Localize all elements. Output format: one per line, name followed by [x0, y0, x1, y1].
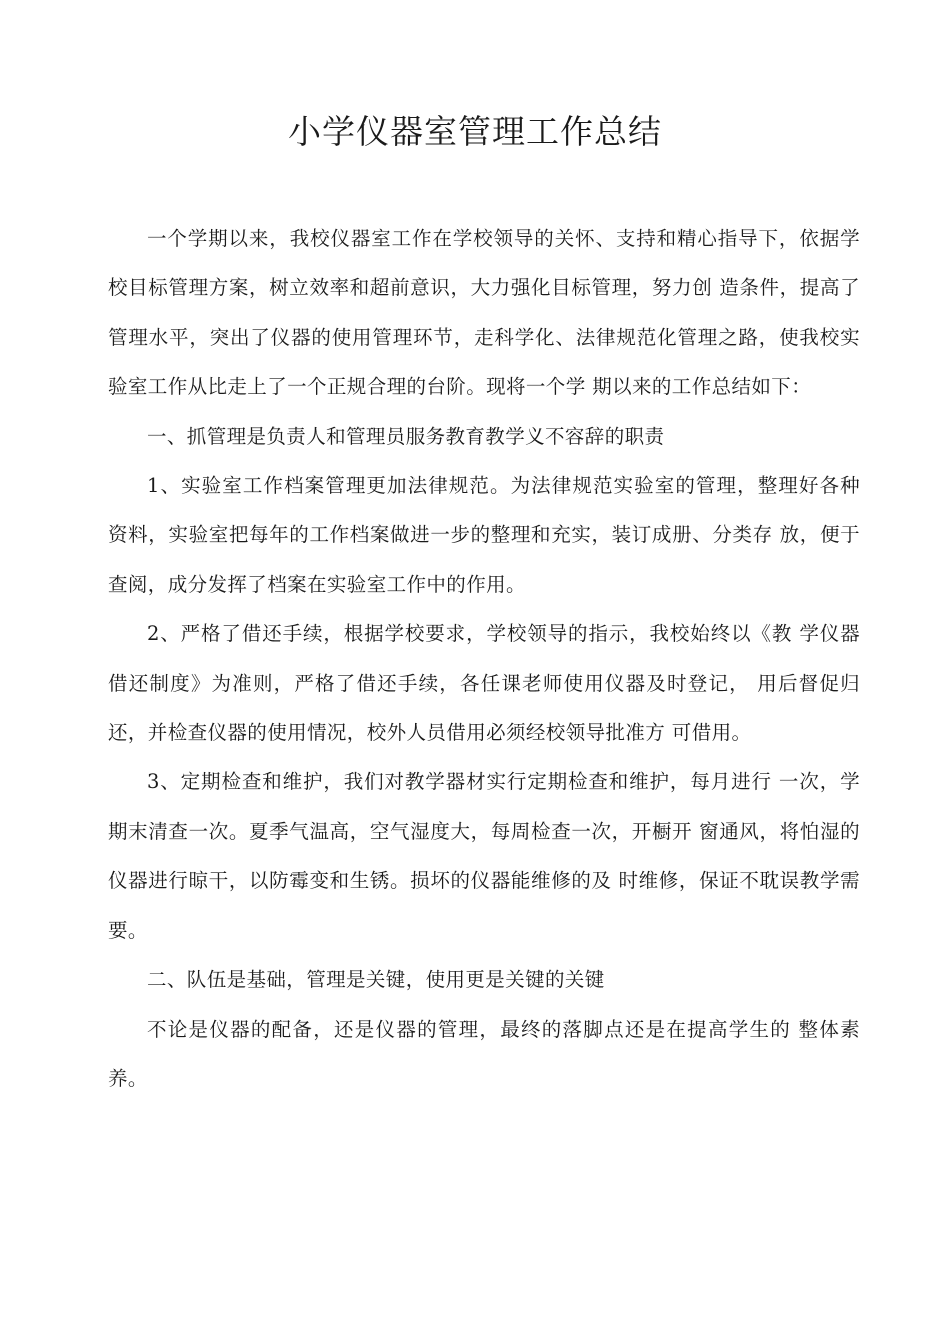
paragraph-item-3: 3、定期检查和维护，我们对教学器材实行定期检查和维护，每月进行 一次，学期末清查一次。夏季气温高，空气湿度大，每周检查一次，开橱开 窗通风，将怕湿的仪器进行晾干，以防霉变和生锈。损坏的仪器能维修的及 时维修，保证不耽误教学需要。 — [108, 770, 860, 942]
document-body — [108, 214, 860, 1103]
section-heading-1: 一、抓管理是负责人和管理员服务教育教学义不容辞的职责 — [147, 424, 665, 448]
paragraph-intro: 一个学期以来，我校仪器室工作在学校领导的关怀、支持和精心指导下，依据学校目标管理方案，树立效率和超前意识，大力强化目标管理，努力创 造条件，提高了管理水平，突出了仪器的使用管理环节，走科学化、法律规范化管理之路，使我校实验室工作从比走上了一个正规合理的台阶。现将一个学 期以来的工作总结如下： — [108, 227, 860, 399]
paragraph-item-2: 2、严格了借还手续，根据学校要求，学校领导的指示，我校始终以《教 学仪器借还制度》为准则，严格了借还手续，各任课老师使用仪器及时登记， 用后督促归还，并检查仪器的使用情况，校外人员借用必须经校领导批准方 可借用。 — [108, 622, 860, 745]
section-heading-2: 二、队伍是基础，管理是关键，使用更是关键的关键 — [147, 968, 605, 992]
paragraph-closing: 不论是仪器的配备，还是仪器的管理，最终的落脚点还是在提高学生的 整体素养。 — [108, 1017, 860, 1090]
paragraph-item-1: 1、实验室工作档案管理更加法律规范。为法律规范实验室的管理，整理好各种 资料，实验室把每年的工作档案做进一步的整理和充实，装订成册、分类存 放，便于查阅，成分发挥了档案在实验室工作中的作用。 — [108, 474, 860, 596]
document-title: 小学仪器室管理工作总结 — [288, 112, 662, 151]
